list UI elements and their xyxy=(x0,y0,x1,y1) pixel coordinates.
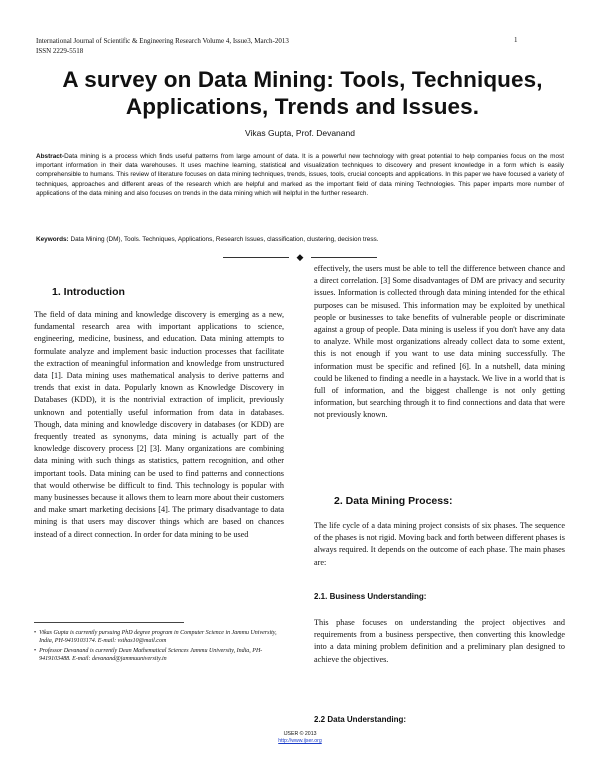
footnote-rule xyxy=(34,622,184,623)
authors: Vikas Gupta, Prof. Devanand xyxy=(245,128,355,138)
section-2-heading: 2. Data Mining Process: xyxy=(334,495,453,507)
subsection-2-2-heading: 2.2 Data Understanding: xyxy=(314,715,407,724)
footnote-bullet: • xyxy=(34,648,37,654)
divider-diamond-icon: ◆ xyxy=(296,251,304,262)
copyright: IJSER © 2013 xyxy=(283,731,317,737)
divider-line-left xyxy=(223,257,289,258)
keywords-text: Data Mining (DM), Tools. Techniques, Applications, Research Issues, classification, clustering, decision tress. xyxy=(68,236,379,243)
intro-paragraph: The field of data mining and knowledge discovery is emerging as a new, fundamental research area with important applications to science, engineering, medicine, business, and education. Data mining attempts to formulate analyze and implement basic induction processes that facilitate the extraction of meaningful information and knowledge from unstructured data [1]. Data mining uses mathematical analysis to derive patterns and trends that exist in data. Popularly known as Knowledge Discovery in Databases (KDD), it is the nontrivial extraction of implicit, previously unknown and potentially useful information from data in databases. Though, data mining and knowledge discovery in databases (or KDD) are frequently treated as synonyms, data mining is actually part of the knowledge discovery process [2] [3]. Many organizations are combining data mining with such things as statistics, pattern recognition, and other important tools. Data mining can be used to find patterns and connections that would otherwise be difficult to find. This technology is popular with many businesses because it allows them to learn more about their customers and make smart marketing decisions [4]. The primary disadvantage to data mining is that users may discover things which are based on chances instead of a direct connection. In order for data mining to be used xyxy=(34,310,284,539)
footnote-item xyxy=(34,647,284,663)
abstract xyxy=(36,152,564,198)
column-left xyxy=(34,309,284,541)
business-paragraph: This phase focuses on understanding the project objectives and requirements from a business perspective, then converting this knowledge into a data mining problem definition and a preliminary plan designed to achieve the objectives. xyxy=(314,618,565,664)
page-footer xyxy=(0,731,600,745)
column-right xyxy=(314,263,565,422)
section-1-heading: 1. Introduction xyxy=(52,286,125,298)
paper-title: A survey on Data Mining: Tools, Techniques, Applications, Trends and Issues. xyxy=(62,67,543,119)
abstract-label: Abstract- xyxy=(36,153,65,160)
footnotes xyxy=(34,629,284,665)
section-divider xyxy=(215,251,385,263)
footnote-item xyxy=(34,629,284,645)
process-intro xyxy=(314,520,565,569)
keywords xyxy=(36,235,564,244)
journal-url-link[interactable]: http://www.ijser.org xyxy=(278,738,322,744)
issn: ISSN 2229-5518 xyxy=(36,47,84,55)
page-number: 1 xyxy=(514,36,518,44)
intro-continued-paragraph: effectively, the users must be able to tell the difference between chance and a direct correlation. [3] Some disadvantages of DM are privacy and security issues. Information is collected through data mining intended for the ethical purposes can be misused. This information may be exploited by unethical people or businesses to take benefits of vulnerable people or discriminate against a group of people. Data mining is useless if you don't have any data to analyze. While most organizations already collect data to some extent, this is not enough if you want to use data mining successfully. The information must be specific and refined [6]. In a nutshell, data mining could be likened to finding a needle in a haystack. We live in a world that is full of information, and the biggest challenge is not only getting information, but searching through it to find connections and data that were not previously known. xyxy=(314,264,565,420)
process-paragraph: The life cycle of a data mining project consists of six phases. The sequence of the phases is not rigid. Moving back and forth between different phases is always required. It depends on the outcome of each phase. The main phases are: xyxy=(314,521,565,567)
footnote-text: Professor Devanand is currently Dean Mathematical Sciences Jammu University, India, PH-9419103488. E-mail: devanand@jammuuniversity.in xyxy=(39,648,263,662)
journal-line: International Journal of Scientific & Engineering Research Volume 4, Issue3, March-2013 xyxy=(36,37,289,45)
keywords-label: Keywords: xyxy=(36,236,69,243)
footnote-text: Vikas Gupta is currently pursuing PhD degree program in Computer Science in Jammu University, India, PH-9419103174. E-mail: vsihas10@mail.com xyxy=(39,630,277,644)
subsection-2-1-heading: 2.1. Business Understanding: xyxy=(314,592,427,601)
divider-line-right xyxy=(311,257,377,258)
business-understanding xyxy=(314,617,565,666)
footnote-bullet: • xyxy=(34,630,37,636)
running-header xyxy=(36,36,289,56)
abstract-text: Data mining is a process which finds useful patterns from large amount of data. It is a powerful new technology with great potential to help companies focus on the most important information in their data warehouses. It uses machine learning, statistical and visualization techniques to discovery and present knowledge in a form which is easily comprehensible to humans. This review of literature focuses on data mining techniques, trends, issues, tools, crucial concepts and applications. In this paper we have focused a variety of techniques, approaches and different areas of the research which are helpful and marked as the important field of data mining Technologies. This paper imparts more number of applications of the data mining and also focuses on trends in the data mining which will helpful in the further research. xyxy=(36,153,564,197)
